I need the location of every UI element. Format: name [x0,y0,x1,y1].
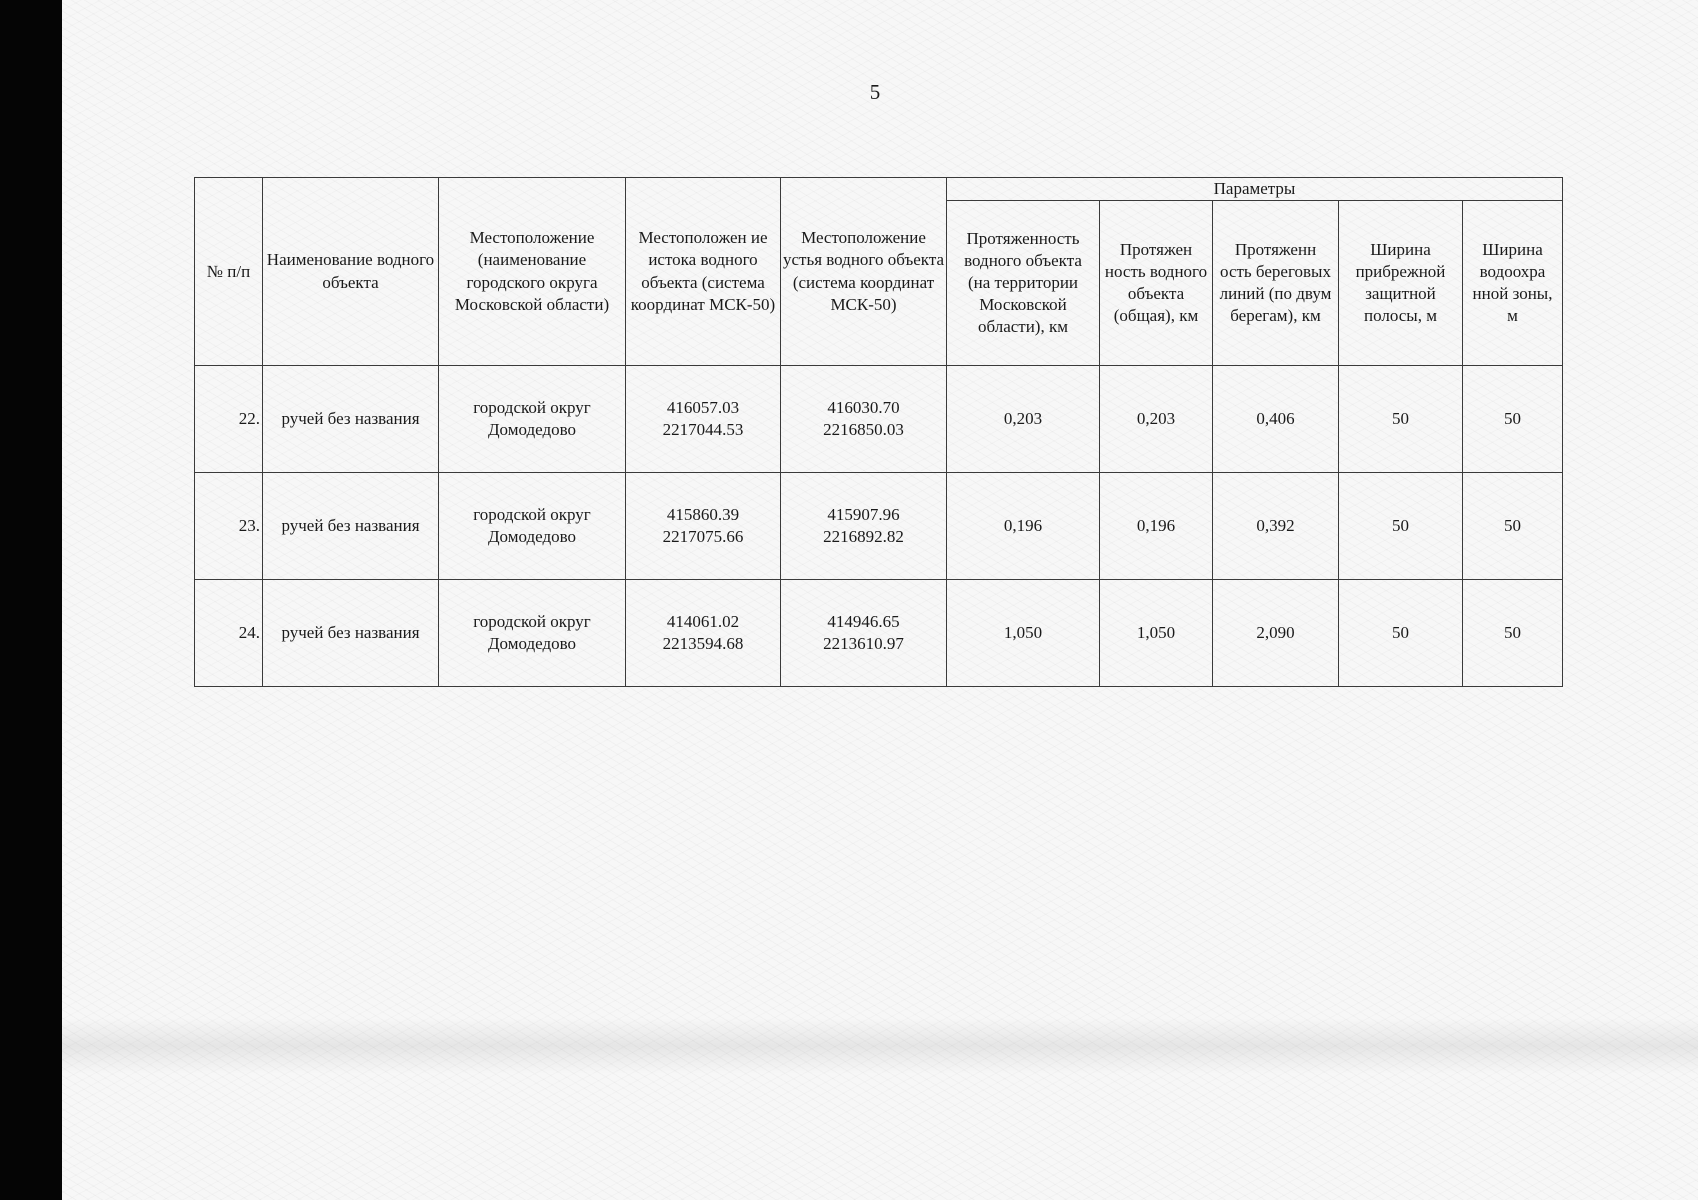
cell-location-line1: городской округ [473,505,591,524]
cell-source [626,366,781,473]
table-row [195,473,1563,580]
col-header-name: Наименование водного объекта [263,178,439,366]
cell-coastal-strip-width: 50 [1339,366,1463,473]
cell-location-line1: городской округ [473,398,591,417]
cell-source-x: 415860.39 [666,505,740,524]
water-objects-table [194,177,1563,687]
cell-source [626,473,781,580]
cell-mouth-x: 415907.96 [827,505,900,524]
col-header-location: Местоположение (наименование городского округа Московской области) [439,178,626,366]
cell-source [626,580,781,687]
cell-mouth-x: 414946.65 [827,612,900,631]
cell-source-x: 414061.02 [666,612,740,631]
cell-location [439,473,626,580]
cell-location-line2: Домодедово [487,527,577,547]
cell-num: 23. [195,473,263,580]
col-header-length-region: Протяженность водного объекта (на территории Московской области), км [947,201,1100,366]
cell-mouth-y: 2216892.82 [823,527,904,547]
col-header-source: Местоположен ие истока водного объекта (система координат МСК-50) [626,178,781,366]
col-header-mouth: Местоположение устья водного объекта (система координат МСК-50) [781,178,947,366]
col-header-protection-zone-width: Ширина водоохра нной зоны, м [1463,201,1563,366]
cell-location [439,366,626,473]
cell-mouth-y: 2213610.97 [823,634,904,654]
cell-num: 22. [195,366,263,473]
cell-name: ручей без названия [263,366,439,473]
scan-left-border [0,0,62,1200]
page-number: 5 [869,80,881,104]
cell-protection-zone-width: 50 [1463,473,1563,580]
cell-length-region: 1,050 [947,580,1100,687]
col-header-length-total: Протяжен ность водного объекта (общая), км [1100,201,1213,366]
cell-mouth [781,366,947,473]
cell-coastal-strip-width: 50 [1339,473,1463,580]
cell-mouth-x: 416030.70 [827,398,900,417]
col-header-coastal-strip-width: Ширина прибрежной защитной полосы, м [1339,201,1463,366]
cell-length-total: 1,050 [1100,580,1213,687]
cell-location-line1: городской округ [473,612,591,631]
scan-fold-shadow [62,1018,1698,1074]
cell-coastal-strip-width: 50 [1339,580,1463,687]
cell-shore-length: 2,090 [1213,580,1339,687]
col-header-shore-length: Протяженн ость береговых линий (по двум берегам), км [1213,201,1339,366]
cell-mouth [781,473,947,580]
cell-shore-length: 0,392 [1213,473,1339,580]
cell-length-total: 0,203 [1100,366,1213,473]
table-row [195,580,1563,687]
cell-length-region: 0,203 [947,366,1100,473]
cell-shore-length: 0,406 [1213,366,1339,473]
table-header-row-params [195,178,1563,201]
cell-length-region: 0,196 [947,473,1100,580]
cell-location-line2: Домодедово [487,634,577,654]
cell-source-y: 2217075.66 [662,527,744,547]
cell-location [439,580,626,687]
cell-num: 24. [195,580,263,687]
col-header-params: Параметры [947,178,1563,201]
col-header-num: № п/п [195,178,263,366]
cell-location-line2: Домодедово [487,420,577,440]
cell-name: ручей без названия [263,580,439,687]
cell-source-y: 2213594.68 [662,634,744,654]
cell-name: ручей без названия [263,473,439,580]
cell-mouth [781,580,947,687]
cell-source-x: 416057.03 [666,398,740,417]
cell-protection-zone-width: 50 [1463,366,1563,473]
cell-protection-zone-width: 50 [1463,580,1563,687]
cell-mouth-y: 2216850.03 [823,420,904,440]
cell-length-total: 0,196 [1100,473,1213,580]
table-row [195,366,1563,473]
cell-source-y: 2217044.53 [662,420,744,440]
